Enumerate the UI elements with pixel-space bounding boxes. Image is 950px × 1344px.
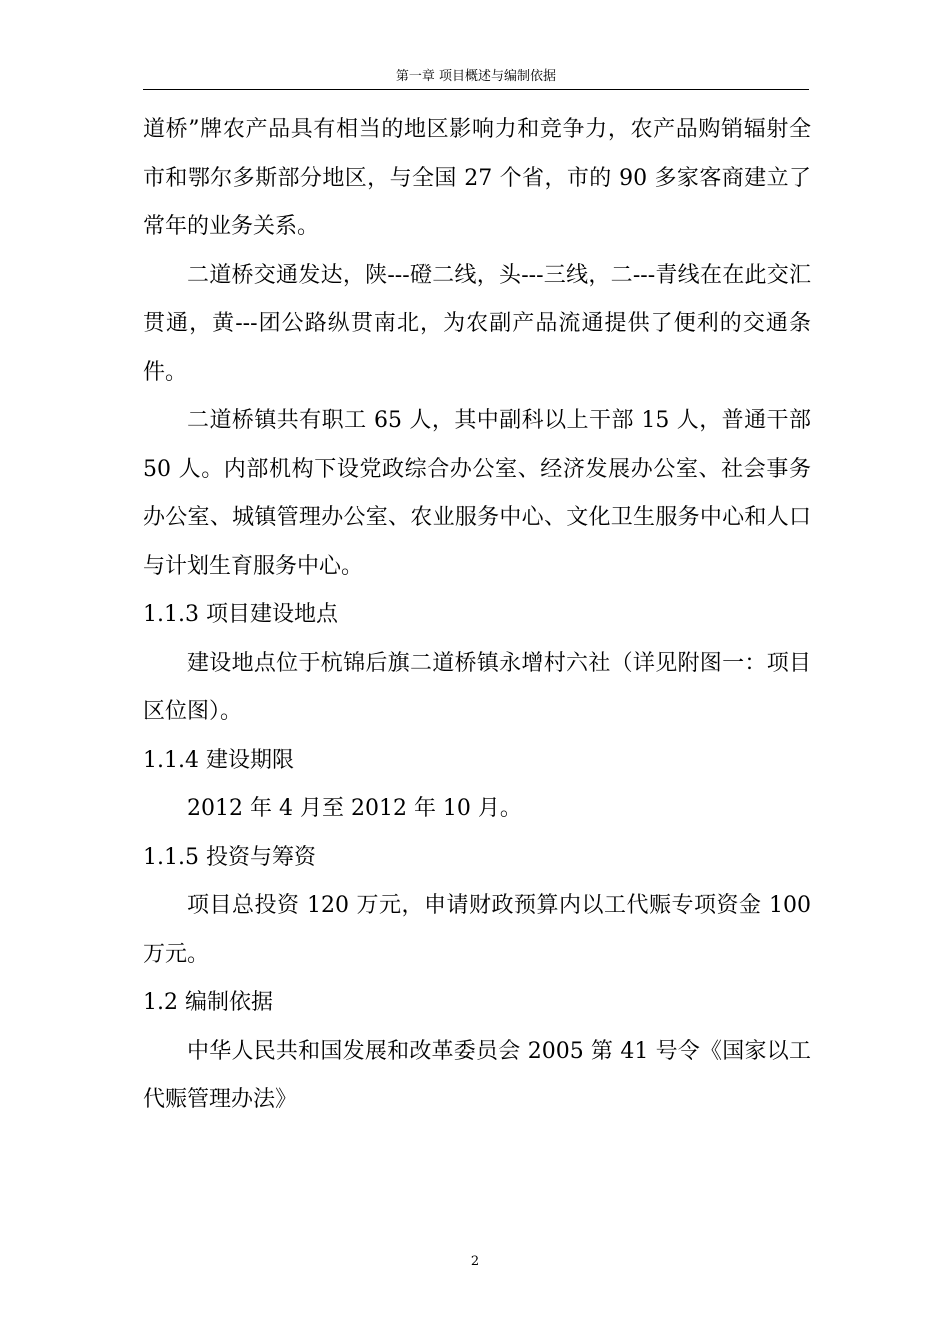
paragraph-basis: 中华人民共和国发展和改革委员会 2005 第 41 号令《国家以工代赈管理办法》: [143, 1038, 811, 1112]
section-heading-1-1-5: 1.1.5 投资与筹资: [143, 844, 316, 870]
chapter-title: 第一章 项目概述与编制依据: [395, 69, 557, 84]
paragraph-transportation: 二道桥交通发达，陕---磴二线，头---三线，二---青线在在此交汇贯通，黄---团公路纵贯南北，为农副产品流通提供了便利的交通条件。: [143, 262, 811, 385]
paragraph-staff: 二道桥镇共有职工 65 人，其中副科以上干部 15 人，普通干部 50 人。内部机构下设党政综合办公室、经济发展办公室、社会事务办公室、城镇管理办公室、农业服务中心、文化卫生服务中心和人口与计划生育服务中心。: [143, 408, 811, 579]
section-heading-1-1-4: 1.1.4 建设期限: [143, 747, 294, 773]
page-number: 2: [470, 1254, 480, 1269]
section-heading-1-1-3: 1.1.3 项目建设地点: [143, 602, 338, 627]
section-heading-1-2: 1.2 编制依据: [143, 990, 273, 1015]
paragraph-agricultural-products: 道桥”牌农产品具有相当的地区影响力和竞争力，农产品购销辐射全市和鄂尔多斯部分地区，与全国 27 个省，市的 90 多家客商建立了常年的业务关系。: [143, 117, 811, 239]
page-header: [143, 70, 809, 90]
paragraph-investment: 项目总投资 120 万元，申请财政预算内以工代赈专项资金 100 万元。: [143, 893, 811, 967]
document-body: [143, 106, 811, 1125]
paragraph-location: 建设地点位于杭锦后旗二道桥镇永增村六社（详见附图一：项目区位图）。: [143, 650, 811, 724]
paragraph-period: 2012 年 4 月至 2012 年 10 月。: [187, 796, 522, 821]
